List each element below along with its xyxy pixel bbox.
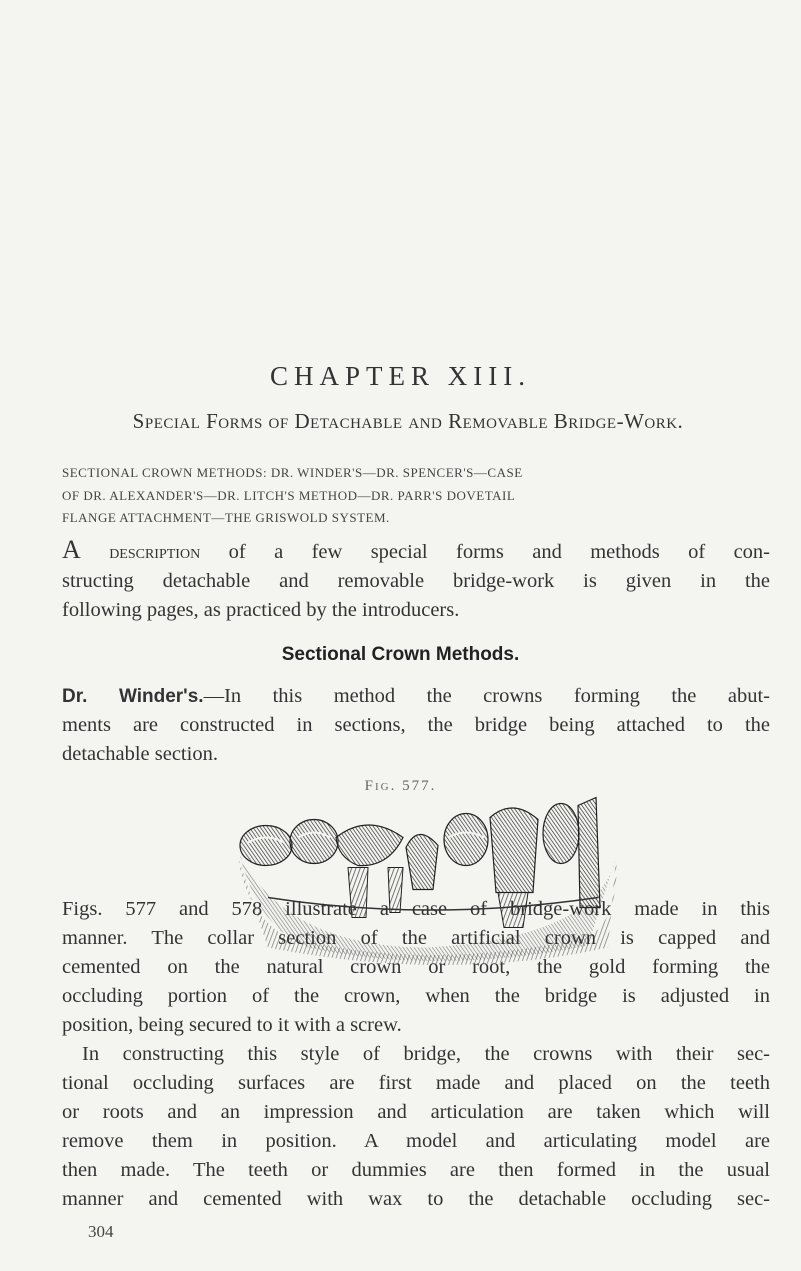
- chapter-heading: CHAPTER XIII.: [270, 361, 531, 391]
- paragraph-line: ments are constructed in sections, the bridge being attached to the: [62, 714, 770, 736]
- summary-line: SECTIONAL CROWN METHODS: DR. WINDER'S—DR. SPENCER'S—CASE: [62, 465, 523, 480]
- paragraph-line: occluding portion of the crown, when the bridge is adjusted in: [62, 985, 770, 1007]
- figure-label: Fig. 577.: [364, 778, 437, 794]
- section-heading: Sectional Crown Methods.: [281, 644, 520, 665]
- paragraph-line: manner. The collar section of the artificial crown is capped and: [62, 927, 770, 949]
- paragraph-line: remove them in position. A model and articulating model are: [62, 1130, 770, 1152]
- paragraph-line: [62, 1040, 770, 1069]
- summary-line: FLANGE ATTACHMENT—THE GRISWOLD SYSTEM.: [62, 510, 390, 525]
- paragraph-line: then made. The teeth or dummies are then formed in the usual: [62, 1159, 770, 1181]
- chapter-summary: [62, 462, 768, 530]
- paragraph-line: or roots and an impression and articulation are taken which will: [62, 1101, 770, 1123]
- page-number: 304: [88, 1222, 114, 1241]
- paragraph-line: following pages, as practiced by the introducers.: [62, 599, 460, 621]
- summary-line: OF DR. ALEXANDER'S—DR. LITCH'S METHOD—DR. PARR'S DOVETAIL: [62, 487, 516, 503]
- chapter-title: Special Forms of Detachable and Removable Bridge-Work.: [132, 409, 684, 433]
- paragraph-line: detachable section.: [62, 743, 218, 765]
- paragraph-line: manner and cemented with wax to the detachable occluding sec-: [62, 1188, 770, 1210]
- paragraph-line: [62, 535, 770, 567]
- text-span: In constructing this style of bridge, the crowns with their sec-: [82, 1043, 770, 1065]
- smallcaps-word: description: [109, 541, 201, 563]
- intro-paragraph: [62, 535, 770, 625]
- figure-description-paragraph: [62, 895, 770, 1040]
- run-in-heading: Dr. Winder's.: [62, 686, 204, 707]
- paragraph-line: cemented on the natural crown or root, the gold forming the: [62, 956, 770, 978]
- text-span: —In this method the crowns forming the abut-: [203, 685, 770, 707]
- winder-paragraph: [62, 682, 770, 769]
- drop-letter: A: [62, 535, 81, 564]
- paragraph-line: structing detachable and removable bridge-work is given in the: [62, 570, 770, 592]
- text-span: of a few special forms and methods of con-: [200, 541, 771, 563]
- construction-paragraph: [62, 1040, 770, 1214]
- paragraph-line: tional occluding surfaces are first made and placed on the teeth: [62, 1072, 770, 1094]
- paragraph-line: position, being secured to it with a screw.: [62, 1014, 402, 1036]
- paragraph-line: Figs. 577 and 578 illustrate a case of bridge-work made in this: [62, 898, 770, 920]
- paragraph-line: [62, 682, 770, 711]
